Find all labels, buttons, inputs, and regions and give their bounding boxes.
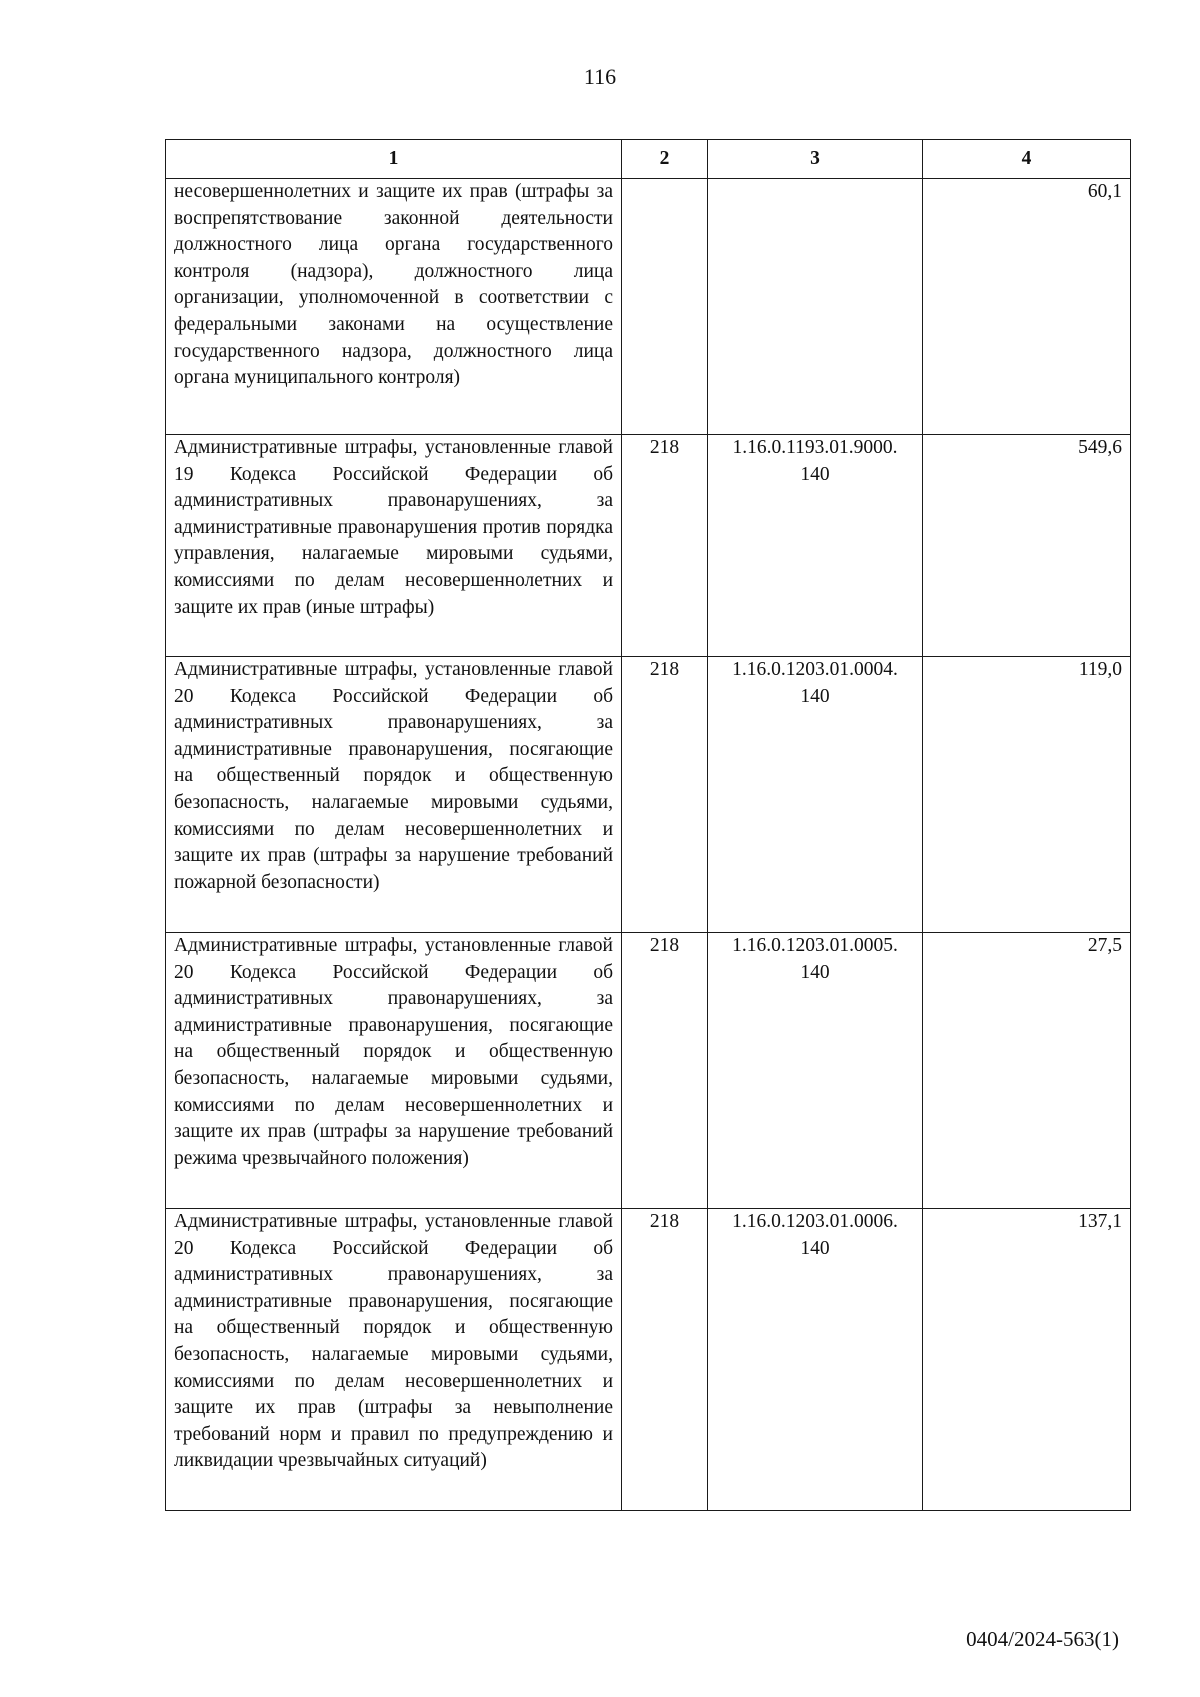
- header-col-4: 4: [923, 140, 1131, 179]
- row-kbk: 1.16.0.1203.01.0004. 140: [708, 657, 923, 933]
- row-code: 218: [622, 657, 708, 933]
- row-code: [622, 179, 708, 435]
- row-code: 218: [622, 1209, 708, 1511]
- header-col-3: 3: [708, 140, 923, 179]
- row-amount: 60,1: [923, 179, 1131, 435]
- row-kbk: 1.16.0.1203.01.0005. 140: [708, 933, 923, 1209]
- table-row: [166, 1209, 1131, 1511]
- row-code: 218: [622, 435, 708, 657]
- row-amount: 549,6: [923, 435, 1131, 657]
- row-kbk: [708, 179, 923, 435]
- table-header-row: [166, 140, 1131, 179]
- header-col-1: 1: [166, 140, 622, 179]
- row-description: Административные штрафы, установленные главой 20 Кодекса Российской Федерации об административных правонарушениях, за административные правонарушения, посягающие на общественный порядок и общественную безопасность, налагаемые мировыми судьями, комиссиями по делам несовершеннолетних и защите их прав (штрафы за невыполнение требований норм и правил по предупреждению и ликвидации чрезвычайных ситуаций): [166, 1209, 622, 1511]
- row-description: Административные штрафы, установленные главой 20 Кодекса Российской Федерации об административных правонарушениях, за административные правонарушения, посягающие на общественный порядок и общественную безопасность, налагаемые мировыми судьями, комиссиями по делам несовершеннолетних и защите их прав (штрафы за нарушение требований режима чрезвычайного положения): [166, 933, 622, 1209]
- table-row: [166, 435, 1131, 657]
- row-code: 218: [622, 933, 708, 1209]
- document-registration-code: 0404/2024-563(1): [966, 1627, 1119, 1651]
- table-row: [166, 933, 1131, 1209]
- row-description: Административные штрафы, установленные главой 19 Кодекса Российской Федерации об административных правонарушениях, за административные правонарушения против порядка управления, налагаемые мировыми судьями, комиссиями по делам несовершеннолетних и защите их прав (иные штрафы): [166, 435, 622, 657]
- row-description: Административные штрафы, установленные главой 20 Кодекса Российской Федерации об административных правонарушениях, за административные правонарушения, посягающие на общественный порядок и общественную безопасность, налагаемые мировыми судьями, комиссиями по делам несовершеннолетних и защите их прав (штрафы за нарушение требований пожарной безопасности): [166, 657, 622, 933]
- row-description: несовершеннолетних и защите их прав (штрафы за воспрепятствование законной деятельности должностного лица органа государственного контроля (надзора), должностного лица организации, уполномоченной в соответствии с федеральными законами на осуществление государственного надзора, должностного лица органа муниципального контроля): [166, 179, 622, 435]
- revenue-table: [165, 139, 1131, 1511]
- row-amount: 27,5: [923, 933, 1131, 1209]
- row-kbk: 1.16.0.1193.01.9000. 140: [708, 435, 923, 657]
- row-kbk: 1.16.0.1203.01.0006. 140: [708, 1209, 923, 1511]
- header-col-2: 2: [622, 140, 708, 179]
- row-amount: 137,1: [923, 1209, 1131, 1511]
- table-row: [166, 657, 1131, 933]
- row-amount: 119,0: [923, 657, 1131, 933]
- table-row: [166, 179, 1131, 435]
- page-number: 116: [583, 64, 617, 89]
